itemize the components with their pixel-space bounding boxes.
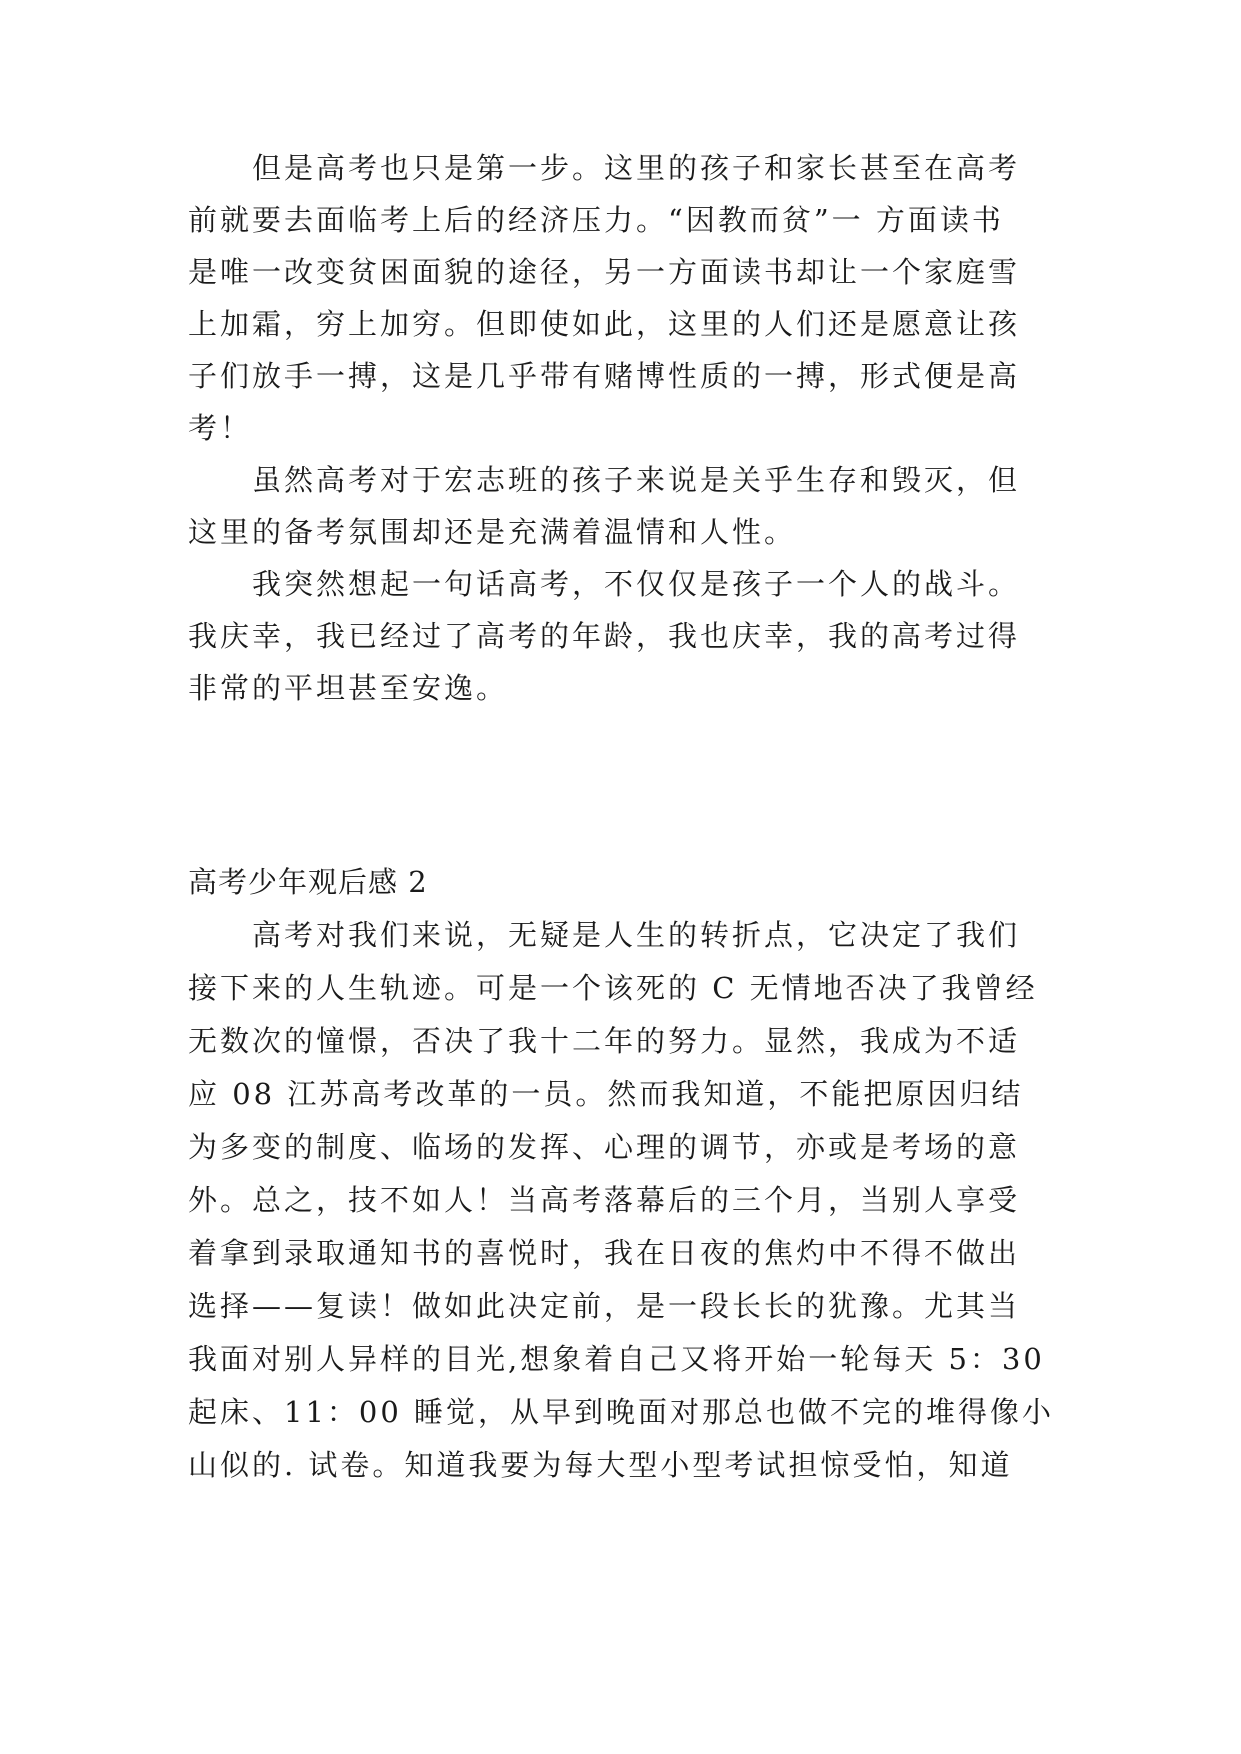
section1-line: 非常的平坦甚至安逸。 xyxy=(188,671,509,705)
section2-line: 接下来的人生轨迹。可是一个该死的 C 无情地否决了我曾经 xyxy=(188,971,1038,1005)
section-heading: 高考少年观后感 2 xyxy=(188,865,428,899)
section2-line: 为多变的制度、临场的发挥、心理的调节，亦或是考场的意 xyxy=(188,1130,1021,1164)
section1-line: 我突然想起一句话高考，不仅仅是孩子一个人的战斗。 xyxy=(188,567,1021,601)
section2-line: 山似的. 试卷。知道我要为每大型小型考试担惊受怕，知道 xyxy=(188,1448,1013,1482)
section2-line: 我面对别人异样的目光,想象着自己又将开始一轮每天 5：30 xyxy=(188,1342,1045,1376)
section2-line: 选择——复读！做如此决定前，是一段长长的犹豫。尤其当 xyxy=(188,1289,1021,1323)
section1-line: 前就要去面临考上后的经济压力。“因教而贫”一 方面读书 xyxy=(188,203,1004,237)
section1-line: 这里的备考氛围却还是充满着温情和人性。 xyxy=(188,515,797,549)
section1-line: 我庆幸，我已经过了高考的年龄，我也庆幸，我的高考过得 xyxy=(188,619,1021,653)
section1-line: 子们放手一搏，这是几乎带有赌博性质的一搏，形式便是高 xyxy=(188,359,1021,393)
section2-line: 应 08 江苏高考改革的一员。然而我知道，不能把原因归结 xyxy=(188,1077,1024,1111)
section1-line: 上加霜，穷上加穷。但即使如此，这里的人们还是愿意让孩 xyxy=(188,307,1021,341)
section2-line: 外。总之，技不如人！当高考落幕后的三个月，当别人享受 xyxy=(188,1183,1021,1217)
section1-line: 考！ xyxy=(188,411,253,445)
section2-line: 无数次的憧憬，否决了我十二年的努力。显然，我成为不适 xyxy=(188,1024,1021,1058)
section1-line: 但是高考也只是第一步。这里的孩子和家长甚至在高考 xyxy=(188,151,1021,185)
section1-line: 是唯一改变贫困面貌的途径，另一方面读书却让一个家庭雪 xyxy=(188,255,1021,289)
section2-line: 起床、11：00 睡觉，从早到晚面对那总也做不完的堆得像小 xyxy=(188,1395,1055,1429)
section1-line: 虽然高考对于宏志班的孩子来说是关乎生存和毁灭，但 xyxy=(188,463,1021,497)
section2-line: 着拿到录取通知书的喜悦时，我在日夜的焦灼中不得不做出 xyxy=(188,1236,1021,1270)
section2-line: 高考对我们来说，无疑是人生的转折点，它决定了我们 xyxy=(188,918,1021,952)
